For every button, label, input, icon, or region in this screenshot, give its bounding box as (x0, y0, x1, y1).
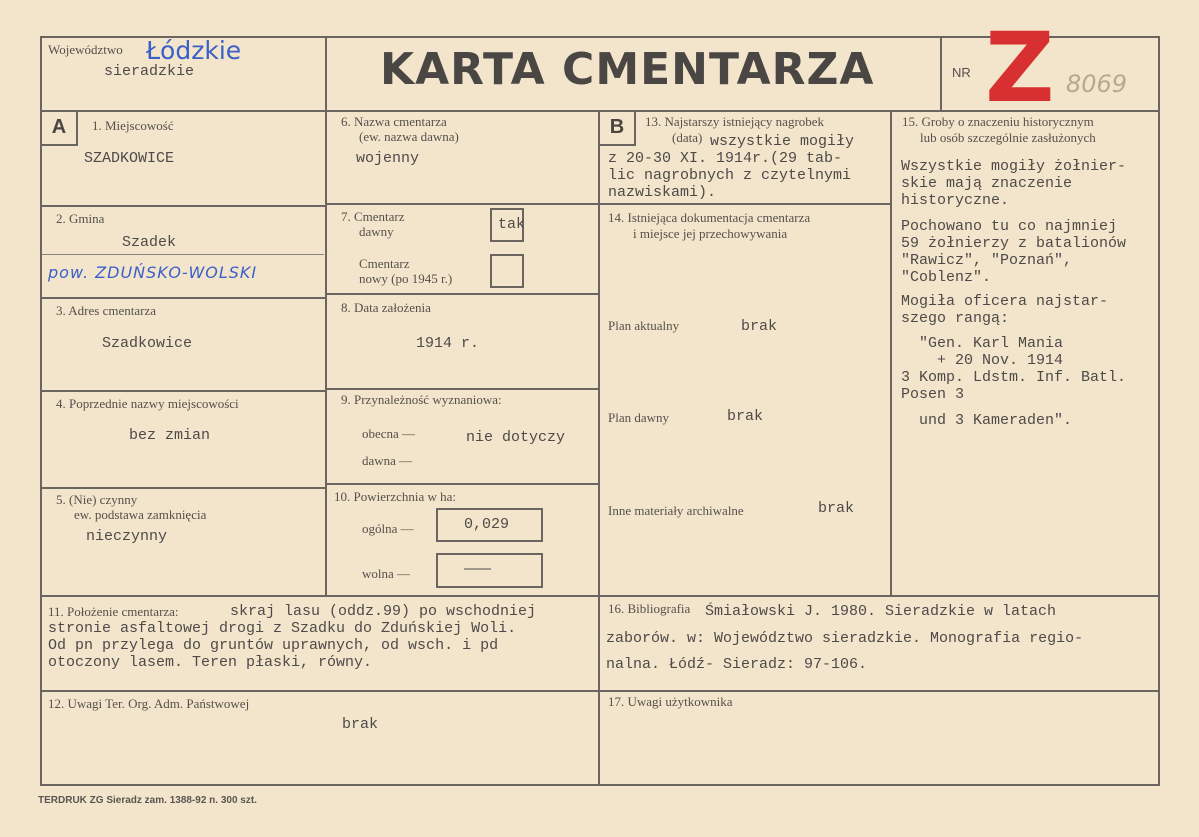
field-15-paragraph-3: Mogiła oficera najstar- szego rangą: (901, 293, 1109, 327)
field-7-label: 7. Cmentarz (341, 209, 405, 224)
field-7-nowy-label: Cmentarz (359, 256, 410, 271)
field-15-paragraph-2: Pochowano tu co najmniej 59 żołnierzy z batalionów "Rawicz", "Poznań", "Coblenz". (901, 218, 1127, 286)
field-16-label: 16. Bibliografia (608, 601, 691, 616)
field-11-line-3: Od pn przylega do gruntów uprawnych, od wsch. i pd (48, 637, 499, 654)
field-14-label: 14. Istniejąca dokumentacja cmentarza (608, 210, 811, 225)
field-8-value: 1914 r. (416, 335, 480, 352)
field-12-value: brak (342, 716, 379, 733)
page-title: KARTA CMENTARZA (380, 44, 875, 95)
field-16-line-1: Śmiałowski J. 1980. Sieradzkie w latach (705, 603, 1057, 620)
inne-materialy-value: brak (818, 500, 855, 517)
field-10-ogolna-label: ogólna — (362, 521, 414, 536)
field-16-line-2: zaborów. w: Województwo sieradzkie. Monografia regio- (606, 630, 1084, 647)
field-6-label: 6. Nazwa cmentarza (341, 114, 447, 129)
field-4-value: bez zmian (129, 427, 211, 444)
field-11-line-4: otoczony lasem. Teren płaski, równy. (48, 654, 373, 671)
field-6-value: wojenny (356, 150, 420, 167)
field-9-value: nie dotyczy (466, 429, 566, 446)
plan-dawny-value: brak (727, 408, 764, 425)
nr-letter-stamp: Z (985, 12, 1055, 124)
field-9-label: 9. Przynależność wyznaniowa: (341, 392, 502, 407)
field-3-value: Szadkowice (102, 335, 193, 352)
field-13-line-3: lic nagrobnych z czytelnymi (608, 167, 852, 184)
field-9-obecna-label: obecna — (362, 426, 416, 441)
field-3-label: 3. Adres cmentarza (56, 303, 156, 318)
field-16-line-3: nalna. Łódź- Sieradz: 97-106. (606, 656, 868, 673)
field-1-label: 1. Miejscowość (92, 118, 174, 133)
plan-aktualny-label: Plan aktualny (608, 318, 680, 333)
field-8-label: 8. Data założenia (341, 300, 431, 315)
inne-materialy-label: Inne materiały archiwalne (608, 503, 744, 518)
field-6-label-2: (ew. nazwa dawna) (359, 129, 459, 144)
nr-number: 8069 (1066, 70, 1128, 98)
field-13-line-4: nazwiskami). (608, 184, 717, 201)
field-11-line-2: stronie asfaltowej drogi z Szadku do Zduńskiej Woli. (48, 620, 517, 637)
wojewodztwo-label: Województwo (48, 42, 123, 57)
printer-footer: TERDRUK ZG Sieradz zam. 1388-92 n. 300 szt. (38, 795, 257, 806)
field-10-label: 10. Powierzchnia w ha: (334, 489, 457, 504)
section-b-badge: B (600, 112, 636, 146)
field-7-nowy-label-2: nowy (po 1945 r.) (359, 271, 453, 286)
field-2-value: Szadek (122, 234, 177, 251)
field-11-line-1: skraj lasu (oddz.99) po wschodniej (230, 603, 537, 620)
wojewodztwo-stamp: Łódzkie (146, 36, 242, 65)
field-1-value: SZADKOWICE (84, 150, 175, 167)
field-5-value: nieczynny (86, 528, 168, 545)
field-15-label: 15. Groby o znaczeniu historycznym (902, 114, 1094, 129)
field-10-wolna-label: wolna — (362, 566, 411, 581)
wojewodztwo-value: sieradzkie (104, 63, 195, 80)
field-10-wolna-value: ——— (464, 561, 492, 578)
field-14-cell (598, 203, 892, 597)
field-13-label: 13. Najstarszy istniejący nagrobek (645, 114, 825, 129)
nr-label: NR (952, 65, 971, 80)
field-13-label-2: (data) (672, 130, 703, 145)
field-2-handwritten-powiat: pow. ZDUŃSKO-WOLSKI (48, 263, 258, 282)
field-10-ogolna-value: 0,029 (464, 516, 510, 533)
field-15-paragraph-5: und 3 Kameraden". (901, 412, 1073, 429)
field-7-nowy-box[interactable] (490, 254, 524, 288)
field-7-dawny-label: dawny (359, 224, 394, 239)
field-4-label: 4. Poprzednie nazwy miejscowości (56, 396, 239, 411)
field-12-label: 12. Uwagi Ter. Org. Adm. Państwowej (48, 696, 250, 711)
plan-dawny-label: Plan dawny (608, 410, 670, 425)
plan-aktualny-value: brak (741, 318, 778, 335)
field-9-dawna-label: dawna — (362, 453, 413, 468)
field-17-label: 17. Uwagi użytkownika (608, 694, 733, 709)
field-2-divider (42, 254, 324, 255)
field-5-label-2: ew. podstawa zamknięcia (74, 507, 207, 522)
field-2-label: 2. Gmina (56, 211, 105, 226)
field-14-label-2: i miejsce jej przechowywania (633, 226, 788, 241)
field-13-line-1: wszystkie mogiły (710, 133, 855, 150)
field-15-paragraph-1: Wszystkie mogiły żołnier- skie mają znaczenie historyczne. (901, 158, 1127, 209)
field-13-line-2: z 20-30 XI. 1914r.(29 tab- (608, 150, 843, 167)
field-7-dawny-value: tak (498, 216, 526, 233)
field-15-paragraph-4: "Gen. Karl Mania + 20 Nov. 1914 3 Komp. Ldstm. Inf. Batl. Posen 3 (901, 335, 1127, 403)
field-15-label-2: lub osób szczególnie zasłużonych (920, 130, 1096, 145)
field-11-label: 11. Położenie cmentarza: (48, 604, 179, 619)
section-a-badge: A (42, 112, 78, 146)
field-5-label: 5. (Nie) czynny (56, 492, 138, 507)
